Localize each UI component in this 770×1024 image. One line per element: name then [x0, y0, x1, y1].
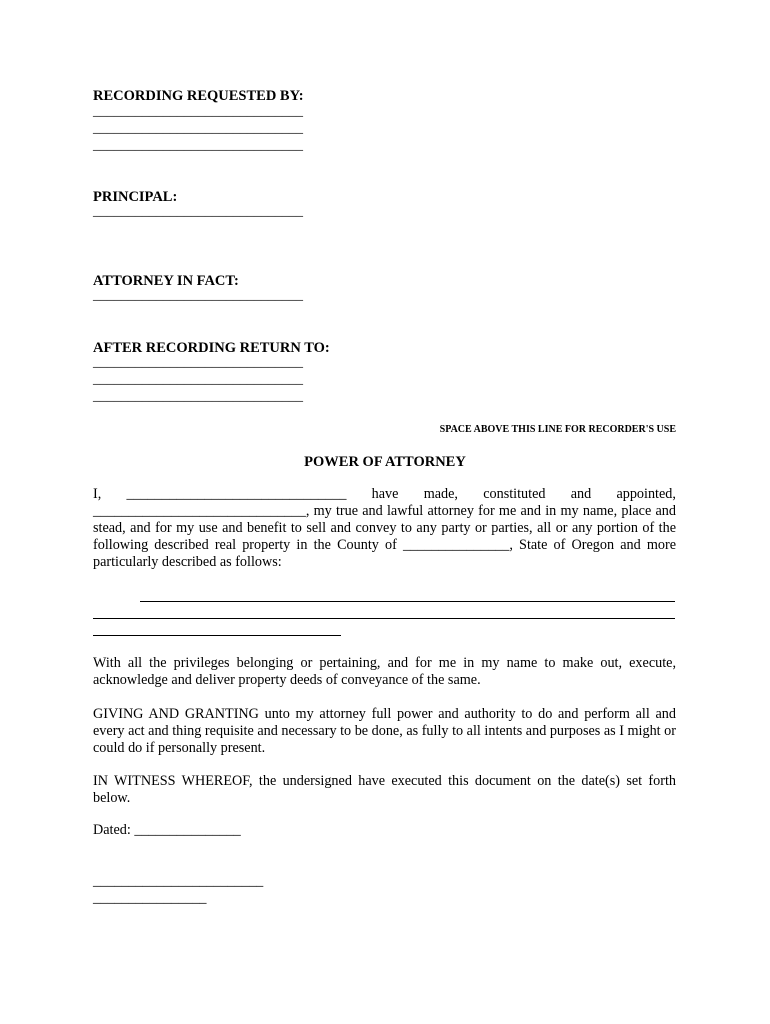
word-and: and: [570, 486, 592, 502]
principal-heading: PRINCIPAL:: [93, 189, 178, 205]
appointment-paragraph: [93, 486, 676, 571]
recording-requested-by-line-2: ______________________________: [93, 121, 303, 136]
recording-requested-by-heading: RECORDING REQUESTED BY:: [93, 88, 304, 104]
word-have: have: [371, 486, 399, 502]
appointment-first-line: [93, 486, 676, 503]
property-description-line-1: [140, 601, 675, 602]
principal-line: ______________________________: [93, 204, 303, 219]
attorney-in-fact-line: ______________________________: [93, 288, 303, 303]
granting-paragraph: GIVING AND GRANTING unto my attorney full power and authority to do and perform all and every act and thing requisite and necessary to be done, as fully to all intents and purposes as I might or could do if personally present.: [93, 706, 676, 756]
appointment-body: ______________________________, my true and lawful attorney for me and in my name, place and stead, and for my use and benefit to sell and convey to any party or parties, all or any portion of the following described real property in the County of _______________, State of Oregon and more particularly described as follows:: [93, 503, 676, 570]
word-constituted: constituted: [483, 486, 546, 502]
after-recording-return-to-heading: AFTER RECORDING RETURN TO:: [93, 340, 330, 356]
attorney-in-fact-heading: ATTORNEY IN FACT:: [93, 273, 239, 289]
return-to-line-3: ______________________________: [93, 389, 303, 404]
recording-requested-by-line-1: ______________________________: [93, 104, 303, 119]
recording-requested-by-line-3: ______________________________: [93, 138, 303, 153]
return-to-line-1: ______________________________: [93, 355, 303, 370]
dated-line: Dated: _______________: [93, 822, 241, 838]
principal-name-blank: _______________________________: [126, 486, 347, 502]
document-title: POWER OF ATTORNEY: [304, 454, 466, 470]
privileges-paragraph: With all the privileges belonging or pertaining, and for me in my name to make out, execute, acknowledge and deliver property deeds of conveyance of the same.: [93, 655, 676, 688]
signature-line: ________________________: [93, 873, 264, 889]
word-made: made,: [423, 486, 458, 502]
word-i: I,: [93, 486, 102, 502]
property-description-line-2: [93, 618, 675, 619]
recorder-use-note: SPACE ABOVE THIS LINE FOR RECORDER'S USE: [439, 424, 676, 435]
word-appointed: appointed,: [616, 486, 676, 502]
property-description-line-3: [93, 635, 341, 636]
signer-name-line: ________________: [93, 890, 207, 906]
return-to-line-2: ______________________________: [93, 372, 303, 387]
witness-paragraph: IN WITNESS WHEREOF, the undersigned have executed this document on the date(s) set forth below.: [93, 773, 676, 806]
